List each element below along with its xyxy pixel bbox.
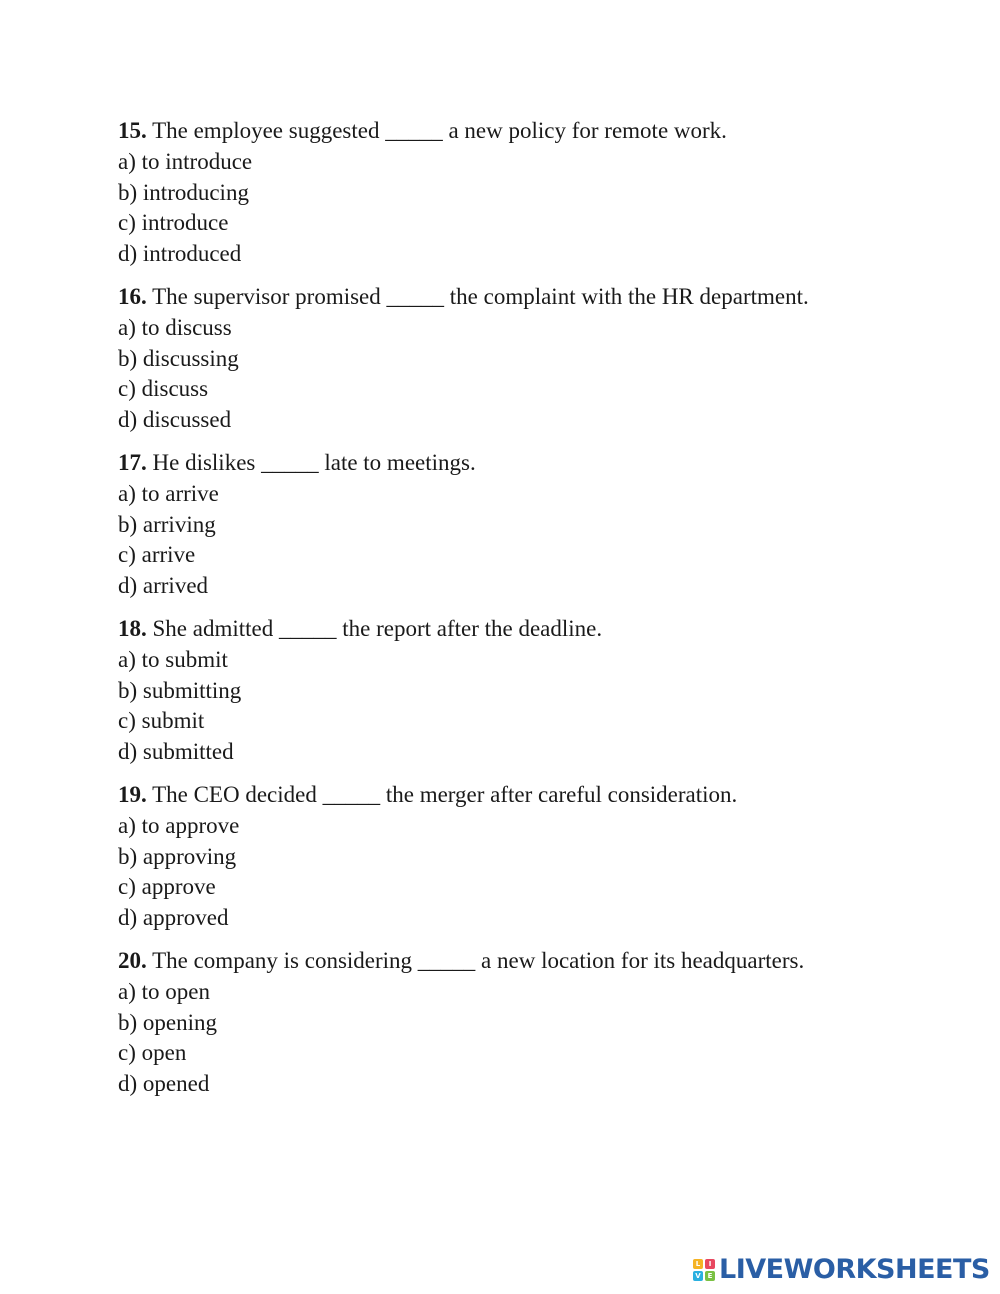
- worksheet: [118, 116, 938, 1112]
- question-15: [118, 116, 938, 270]
- question-number: 19.: [118, 781, 147, 807]
- question-18: [118, 614, 938, 768]
- option-d: d) opened: [118, 1071, 210, 1097]
- question-text: She admitted _____ the report after the deadline.: [146, 615, 603, 641]
- option-d: d) arrived: [118, 573, 209, 599]
- question-text: The employee suggested _____ a new policy for remote work.: [146, 118, 727, 143]
- option-b: b) approving: [118, 843, 237, 869]
- question-text: The supervisor promised _____ the complaint with the HR department.: [146, 283, 809, 309]
- question-stem: [118, 448, 938, 479]
- logo-mark-tile: L: [693, 1259, 703, 1269]
- question-stem: [118, 282, 938, 313]
- question-text: He dislikes _____ late to meetings.: [146, 449, 476, 475]
- question-17: [118, 448, 938, 602]
- question-number: 18.: [118, 615, 147, 641]
- question-number: 20.: [118, 947, 147, 973]
- option-d: d) approved: [118, 905, 229, 931]
- question-number: 17.: [118, 449, 147, 475]
- option-c: c) submit: [118, 708, 205, 734]
- question-stem: [118, 614, 938, 645]
- question-number: 16.: [118, 283, 147, 309]
- logo-wordmark: LIVEWORKSHEETS: [719, 1254, 990, 1285]
- option-d: d) submitted: [118, 739, 234, 765]
- question-20: [118, 946, 938, 1100]
- option-a: a) to approve: [118, 812, 240, 838]
- logo-mark-tile: I: [705, 1259, 715, 1269]
- question-stem: [118, 946, 938, 977]
- option-c: c) arrive: [118, 542, 196, 568]
- liveworksheets-logo[interactable]: [693, 1255, 990, 1285]
- question-16: [118, 282, 938, 436]
- option-b: b) arriving: [118, 511, 216, 537]
- question-text: The CEO decided _____ the merger after careful consideration.: [146, 781, 738, 807]
- option-a: a) to introduce: [118, 148, 253, 174]
- option-a: a) to submit: [118, 646, 228, 672]
- option-c: c) open: [118, 1040, 187, 1066]
- logo-mark-tile: E: [705, 1271, 715, 1281]
- option-c: c) approve: [118, 874, 216, 900]
- option-c: c) introduce: [118, 210, 229, 236]
- question-stem: [118, 780, 938, 811]
- option-a: a) to open: [118, 978, 210, 1004]
- question-19: [118, 780, 938, 934]
- option-b: b) introducing: [118, 179, 249, 205]
- option-a: a) to discuss: [118, 314, 232, 340]
- option-a: a) to arrive: [118, 480, 219, 506]
- option-c: c) discuss: [118, 376, 209, 402]
- option-d: d) introduced: [118, 241, 242, 267]
- question-number: 15.: [118, 118, 147, 143]
- logo-mark-tile: V: [693, 1271, 703, 1281]
- option-b: b) opening: [118, 1009, 218, 1035]
- liveworksheets-mark-icon: [693, 1259, 715, 1281]
- option-b: b) submitting: [118, 677, 242, 703]
- option-b: b) discussing: [118, 345, 239, 371]
- question-stem: [118, 116, 938, 147]
- question-text: The company is considering _____ a new location for its headquarters.: [146, 947, 805, 973]
- option-d: d) discussed: [118, 407, 232, 433]
